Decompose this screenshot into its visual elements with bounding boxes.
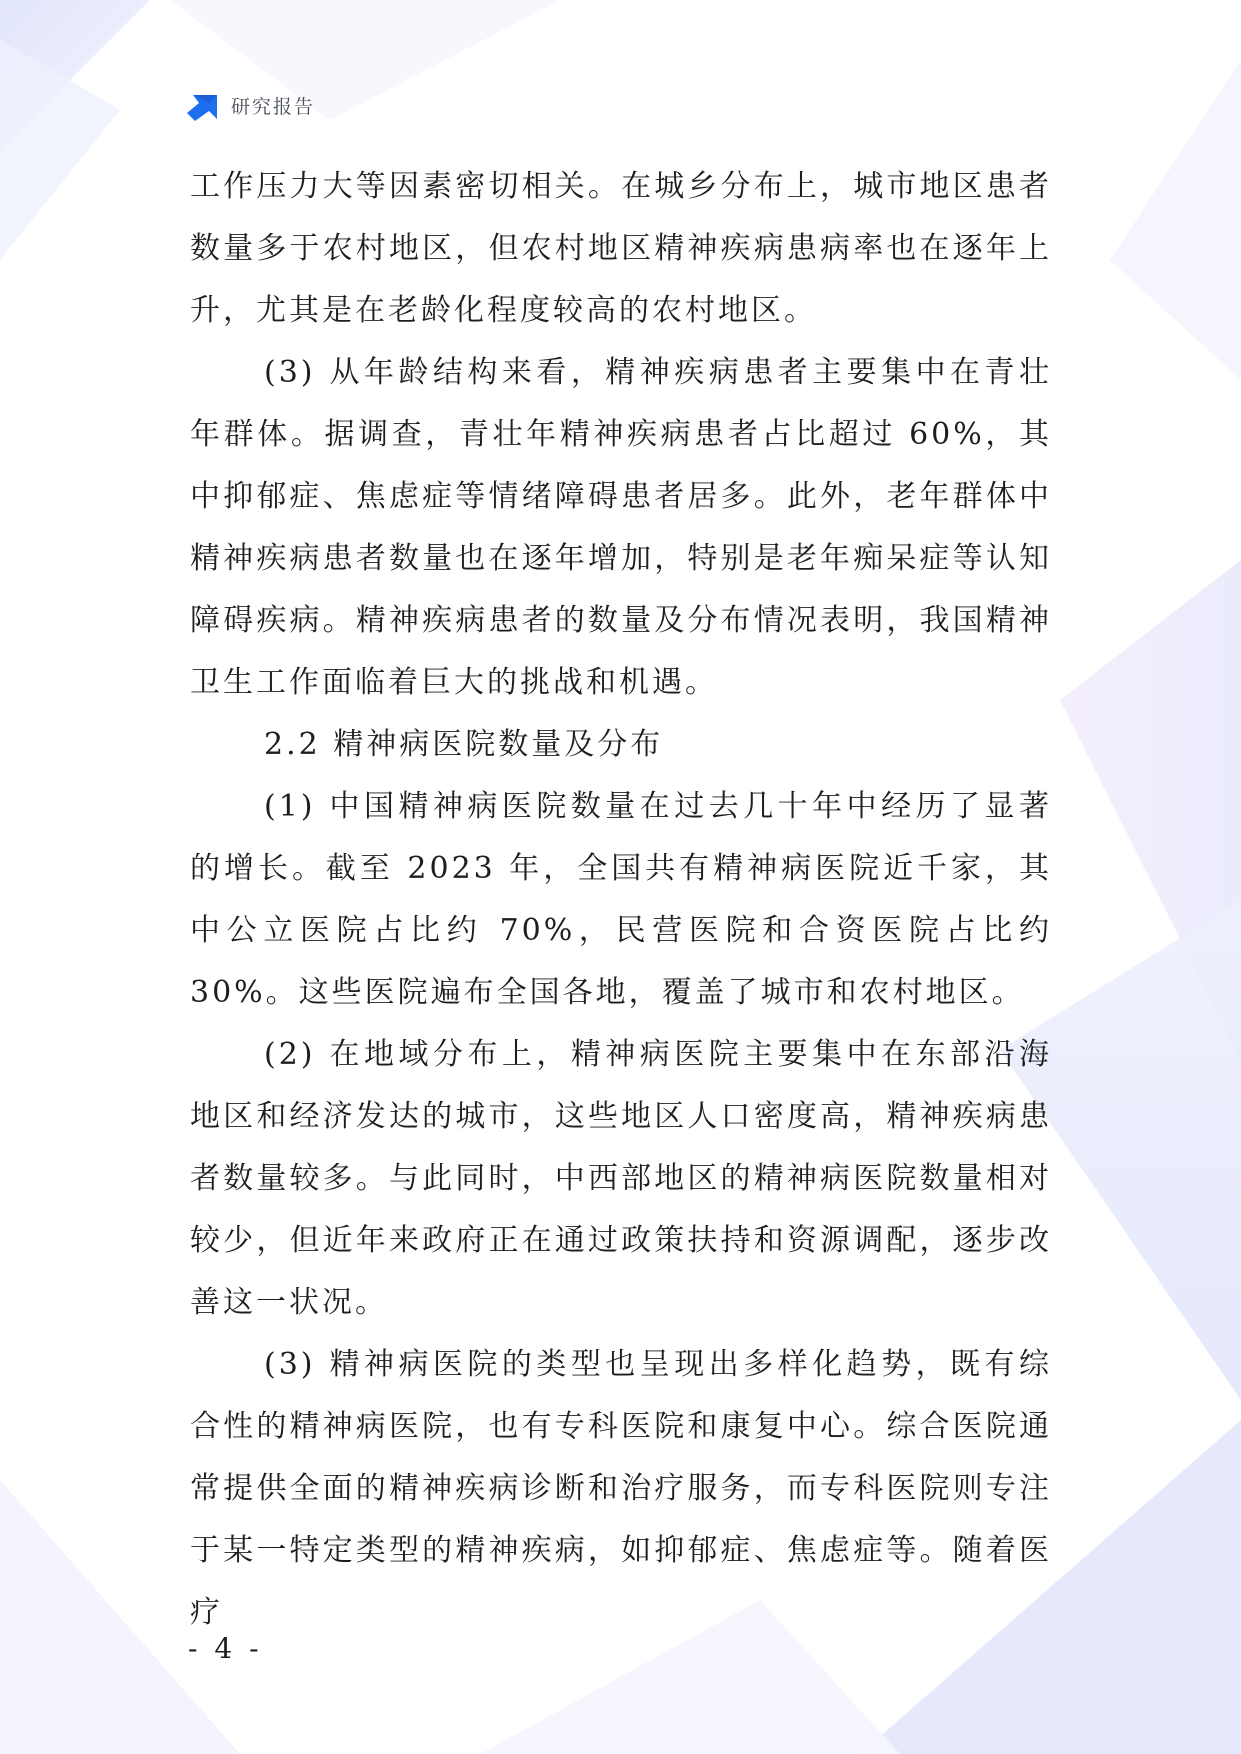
report-header <box>187 89 315 121</box>
header-title: 研究报告 <box>231 95 316 118</box>
section-heading: 2.2 精神病医院数量及分布 <box>264 727 664 762</box>
paragraph: (2) 在地域分布上，精神病医院主要集中在东部沿海地区和经济发达的城市，这些地区人口密度高，精神疾病患者数量较多。与此同时，中西部地区的精神病医院数量相对较少，但近年来政府正在通过政策扶持和资源调配，逐步改善这一状况。 <box>190 1037 1052 1320</box>
decor-shape-right-upper <box>1110 60 1241 380</box>
paragraph: 工作压力大等因素密切相关。在城乡分布上，城市地区患者数量多于农村地区，但农村地区精神疾病患病率也在逐年上升，尤其是在老龄化程度较高的农村地区。 <box>190 169 1052 328</box>
arrow-up-right-icon <box>187 89 219 121</box>
paragraph: (1) 中国精神病医院数量在过去几十年中经历了显著的增长。截至 2023 年，全国共有精神病医院近千家，其中公立医院占比约 70%，民营医院和合资医院占比约 30%。这些医院遍布全国各地，覆盖了城市和农村地区。 <box>190 789 1052 1010</box>
paragraph: (3) 精神病医院的类型也呈现出多样化趋势，既有综合性的精神病医院，也有专科医院和康复中心。综合医院通常提供全面的精神疾病诊断和治疗服务，而专科医院则专注于某一特定类型的精神疾病，如抑郁症、焦虑症等。随着医疗 <box>190 1347 1052 1630</box>
document-body <box>190 156 1052 1644</box>
page-number: - 4 - <box>188 1632 263 1665</box>
paragraph: (3) 从年龄结构来看，精神疾病患者主要集中在青壮年群体。据调查，青壮年精神疾病患者占比超过 60%，其中抑郁症、焦虑症等情绪障碍患者居多。此外，老年群体中精神疾病患者数量也在逐年增加，特别是老年痴呆症等认知障碍疾病。精神疾病患者的数量及分布情况表明，我国精神卫生工作面临着巨大的挑战和机遇。 <box>190 355 1052 700</box>
